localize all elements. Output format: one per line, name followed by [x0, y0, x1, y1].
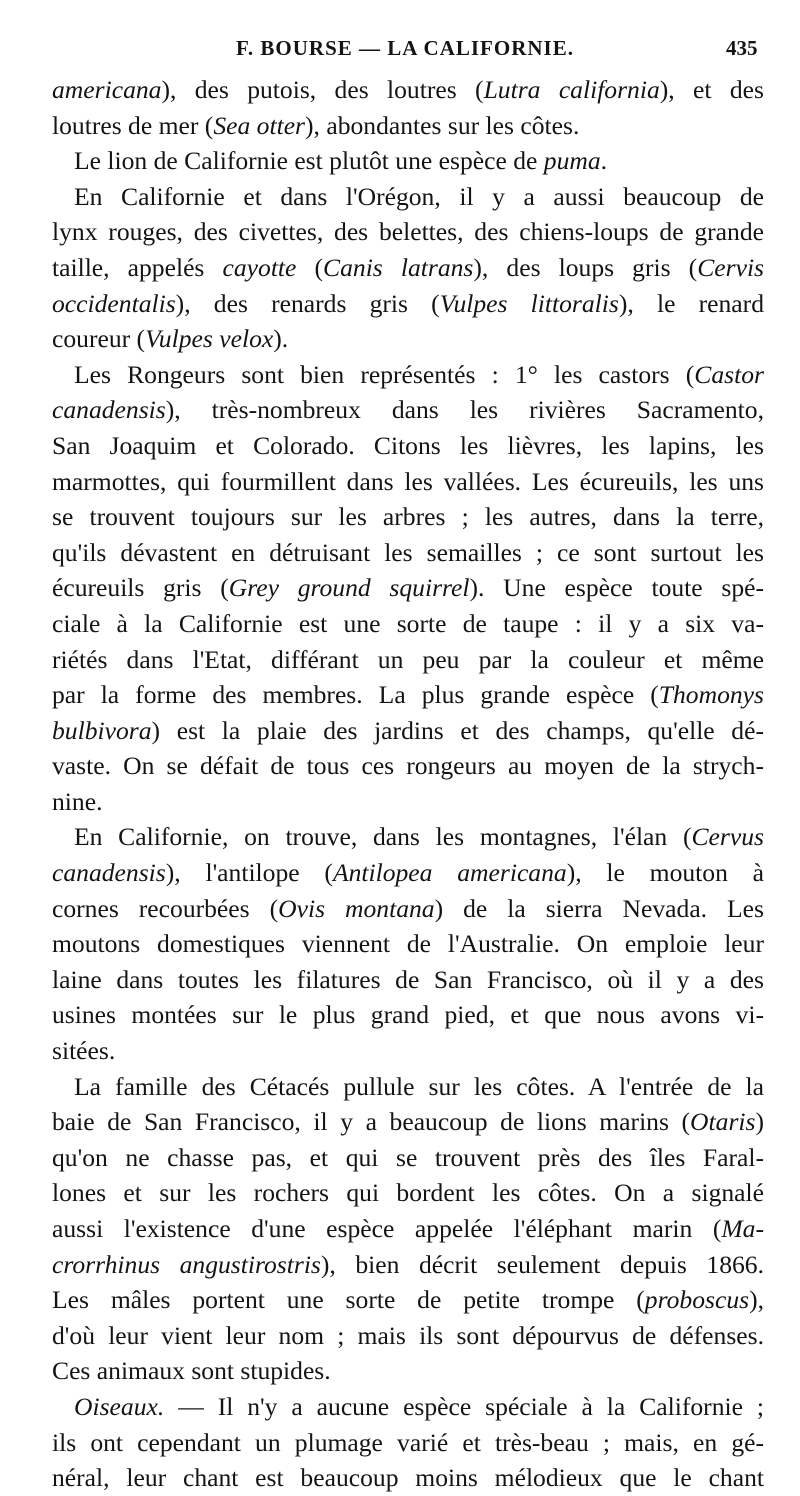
text-line: canadensis), l'antilope (Antilopea americana), le mouton à: [52, 858, 765, 888]
text-line: usines montées sur le plus grand pied, et que nous avons vi-: [52, 1000, 764, 1030]
text-line: néral, leur chant est beaucoup moins mélodieux que le chant: [52, 1463, 764, 1493]
text-line: Les mâles portent une sorte de petite trompe (proboscus),: [52, 1285, 764, 1315]
page-number: 435: [726, 36, 758, 60]
text-line: La famille des Cétacés pullule sur les côtes. A l'entrée de la: [74, 1071, 764, 1101]
running-header: [0, 32, 800, 72]
text-line: qu'ils dévastent en détruisant les semailles ; ce sont surtout les: [52, 537, 764, 567]
text-line: riétés dans l'Etat, différant un peu par la couleur et même: [52, 644, 764, 674]
text-line: laine dans toutes les filatures de San Francisco, où il y a des: [52, 964, 764, 994]
text-line: taille, appelés cayotte (Canis latrans), des loups gris (Cervis: [52, 252, 765, 282]
text-line: bulbivora) est la plaie des jardins et des champs, qu'elle dé-: [52, 715, 764, 745]
text-line: qu'on ne chasse pas, et qui se trouvent près des îles Faral-: [52, 1142, 764, 1172]
text-line: Ces animaux sont stupides.: [52, 1356, 331, 1386]
text-line: aussi l'existence d'une espèce appelée l'éléphant marin (Ma-: [52, 1214, 764, 1243]
text-line: lones et sur les rochers qui bordent les côtes. On a signalé: [52, 1178, 764, 1208]
text-line: americana), des putois, des loutres (Lutra california), et des: [52, 75, 765, 104]
text-line: marmottes, qui fourmillent dans les vallées. Les écureuils, les uns: [52, 466, 764, 496]
text-line: En Californie, on trouve, dans les montagnes, l'élan (Cervus: [74, 822, 764, 852]
text-line: écureuils gris (Grey ground squirrel). Une espèce toute spé-: [52, 573, 764, 603]
text-line: Les Rongeurs sont bien représentés : 1° les castors (Castor: [74, 359, 764, 389]
text-line: canadensis), très-nombreux dans les rivières Sacramento,: [52, 395, 764, 425]
text-line: Oiseaux. — Il n'y a aucune espèce spéciale à la Californie ;: [74, 1391, 764, 1421]
text-line: ciale à la Californie est une sorte de taupe : il y a six va-: [52, 608, 764, 638]
text-line: occidentalis), des renards gris (Vulpes littoralis), le renard: [52, 288, 764, 318]
text-line: En Californie et dans l'Orégon, il y a aussi beaucoup de: [74, 181, 764, 211]
text-line: baie de San Francisco, il y a beaucoup de lions marins (Otaris): [52, 1107, 764, 1137]
text-line: Le lion de Californie est plutôt une espèce de puma.: [74, 146, 608, 176]
text-line: crorrhinus angustirostris), bien décrit seulement depuis 1866.: [52, 1249, 764, 1279]
text-line: par la forme des membres. La plus grande espèce (Thomonys: [52, 680, 764, 710]
text-line: coureur (Vulpes velox).: [52, 324, 289, 354]
text-line: vaste. On se défait de tous ces rongeurs au moyen de la strych-: [52, 751, 764, 781]
text-line: se trouvent toujours sur les arbres ; les autres, dans la terre,: [52, 502, 764, 532]
text-line: nine.: [52, 786, 103, 816]
text-line: moutons domestiques viennent de l'Australie. On emploie leur: [52, 929, 764, 959]
text-line: d'où leur vient leur nom ; mais ils sont dépourvus de défenses.: [52, 1320, 764, 1350]
text-line: San Joaquim et Colorado. Citons les lièvres, les lapins, les: [52, 430, 764, 460]
text-line: lynx rouges, des civettes, des belettes, des chiens-loups de grande: [52, 217, 764, 247]
text-line: ils ont cependant un plumage varié et très-beau ; mais, en gé-: [52, 1427, 764, 1457]
text-line: sitées.: [52, 1036, 116, 1066]
text-line: loutres de mer (Sea otter), abondantes sur les côtes.: [52, 110, 580, 140]
running-title: F. BOURSE — LA CALIFORNIE.: [236, 36, 574, 60]
body-text: [52, 72, 764, 1496]
text-line: cornes recourbées (Ovis montana) de la sierra Nevada. Les: [52, 893, 765, 923]
